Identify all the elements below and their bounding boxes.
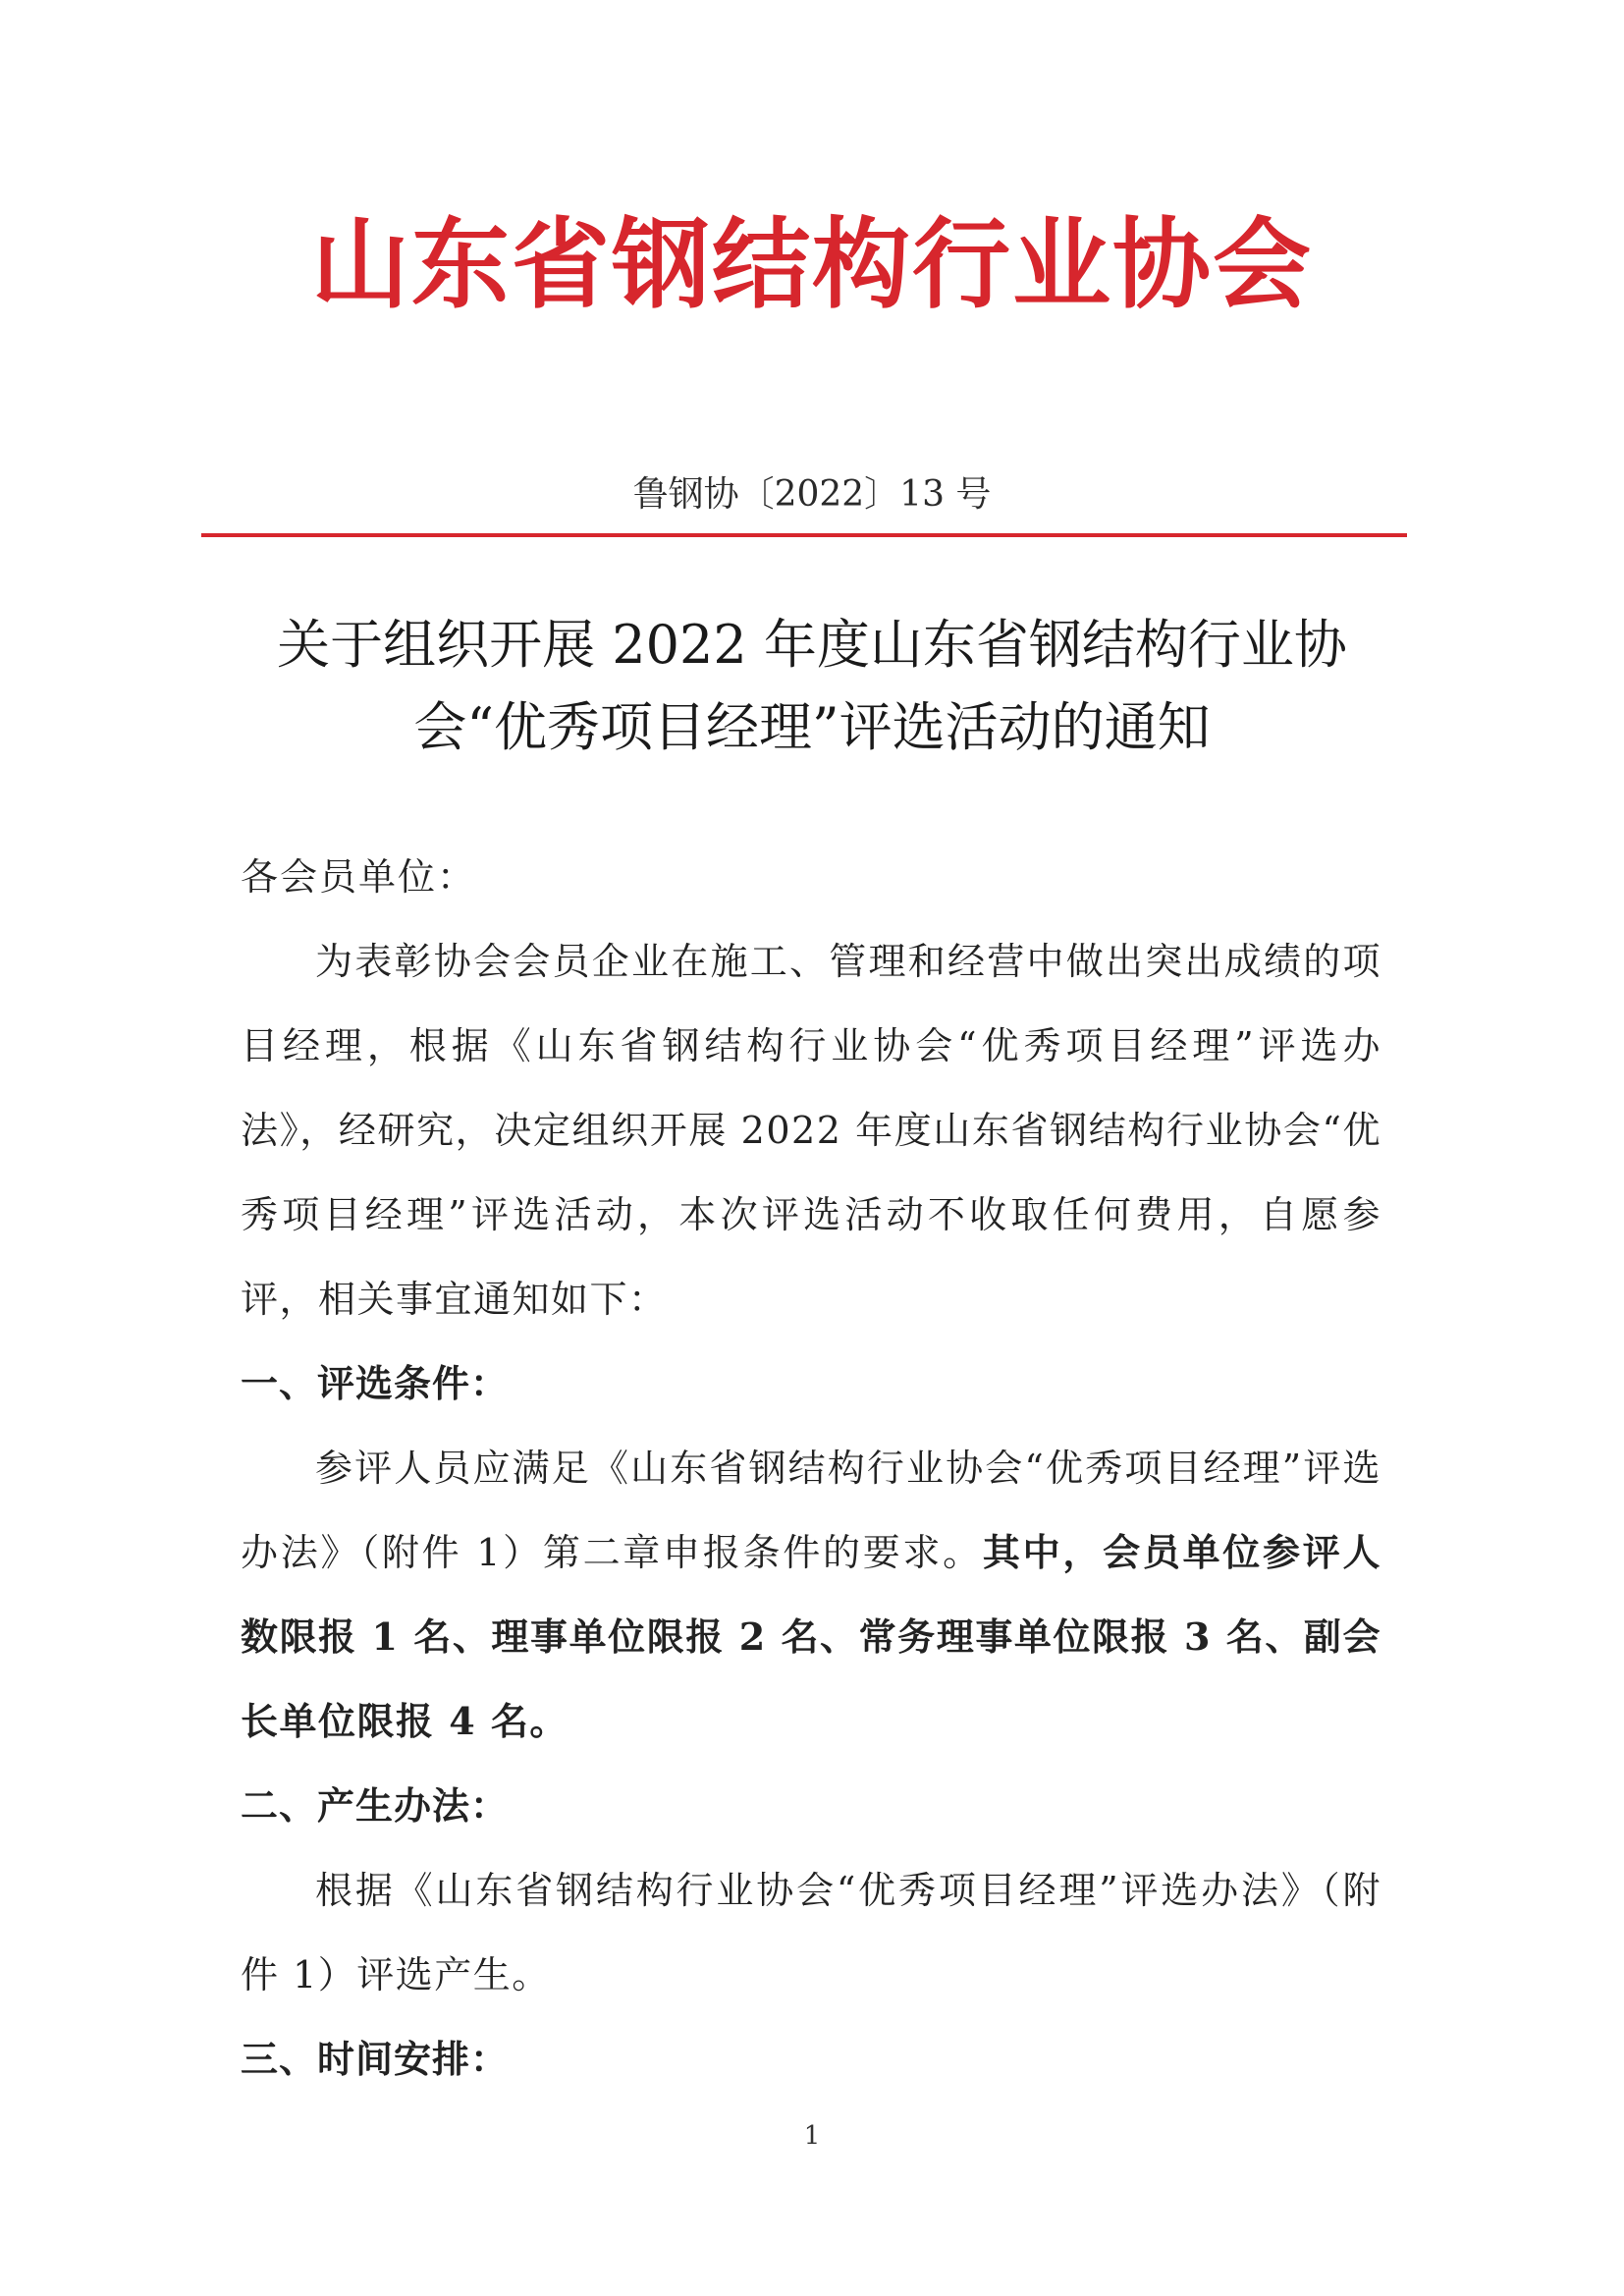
org-header-title: 山东省钢结构行业协会 [311, 207, 1313, 322]
section-1-text: 参评人员应满足《山东省钢结构行业协会“优秀项目经理”评选办法》（附件 1）第二章申报条件的要求。 [241, 1447, 1381, 1574]
intro-paragraph: 为表彰协会会员企业在施工、管理和经营中做出突出成绩的项目经理，根据《山东省钢结构行业协会“优秀项目经理”评选办法》，经研究，决定组织开展 2022 年度山东省钢结构行业协会“优秀项目经理”评选活动，本次评选活动不收取任何费用，自愿参评，相关事宜通知如下： [241, 940, 1381, 1321]
page-number: 1 [803, 2121, 821, 2151]
notice-title-line-2: 会“优秀项目经理”评选活动的通知 [413, 696, 1211, 758]
salutation: 各会员单位： [241, 855, 477, 899]
section-1-heading: 一、评选条件： [241, 1362, 510, 1405]
section-2-paragraph: 根据《山东省钢结构行业协会“优秀项目经理”评选办法》（附件 1）评选产生。 [241, 1869, 1381, 1996]
notice-body [241, 835, 1381, 2102]
document-number: 鲁钢协〔2022〕13 号 [632, 474, 992, 515]
notice-title-line-1: 关于组织开展 2022 年度山东省钢结构行业协 [277, 614, 1347, 676]
section-1-bold-text: 其中，会员单位参评人数限报 1 名、理事单位限报 2 名、常务理事单位限报 3 名、副会长单位限报 4 名。 [241, 1530, 1381, 1743]
red-divider-line [201, 533, 1407, 537]
section-2-heading: 二、产生办法： [241, 1784, 510, 1828]
section-1-paragraph [241, 1426, 1381, 1764]
notice-title [216, 604, 1408, 769]
section-3-heading: 三、时间安排： [241, 2038, 510, 2081]
